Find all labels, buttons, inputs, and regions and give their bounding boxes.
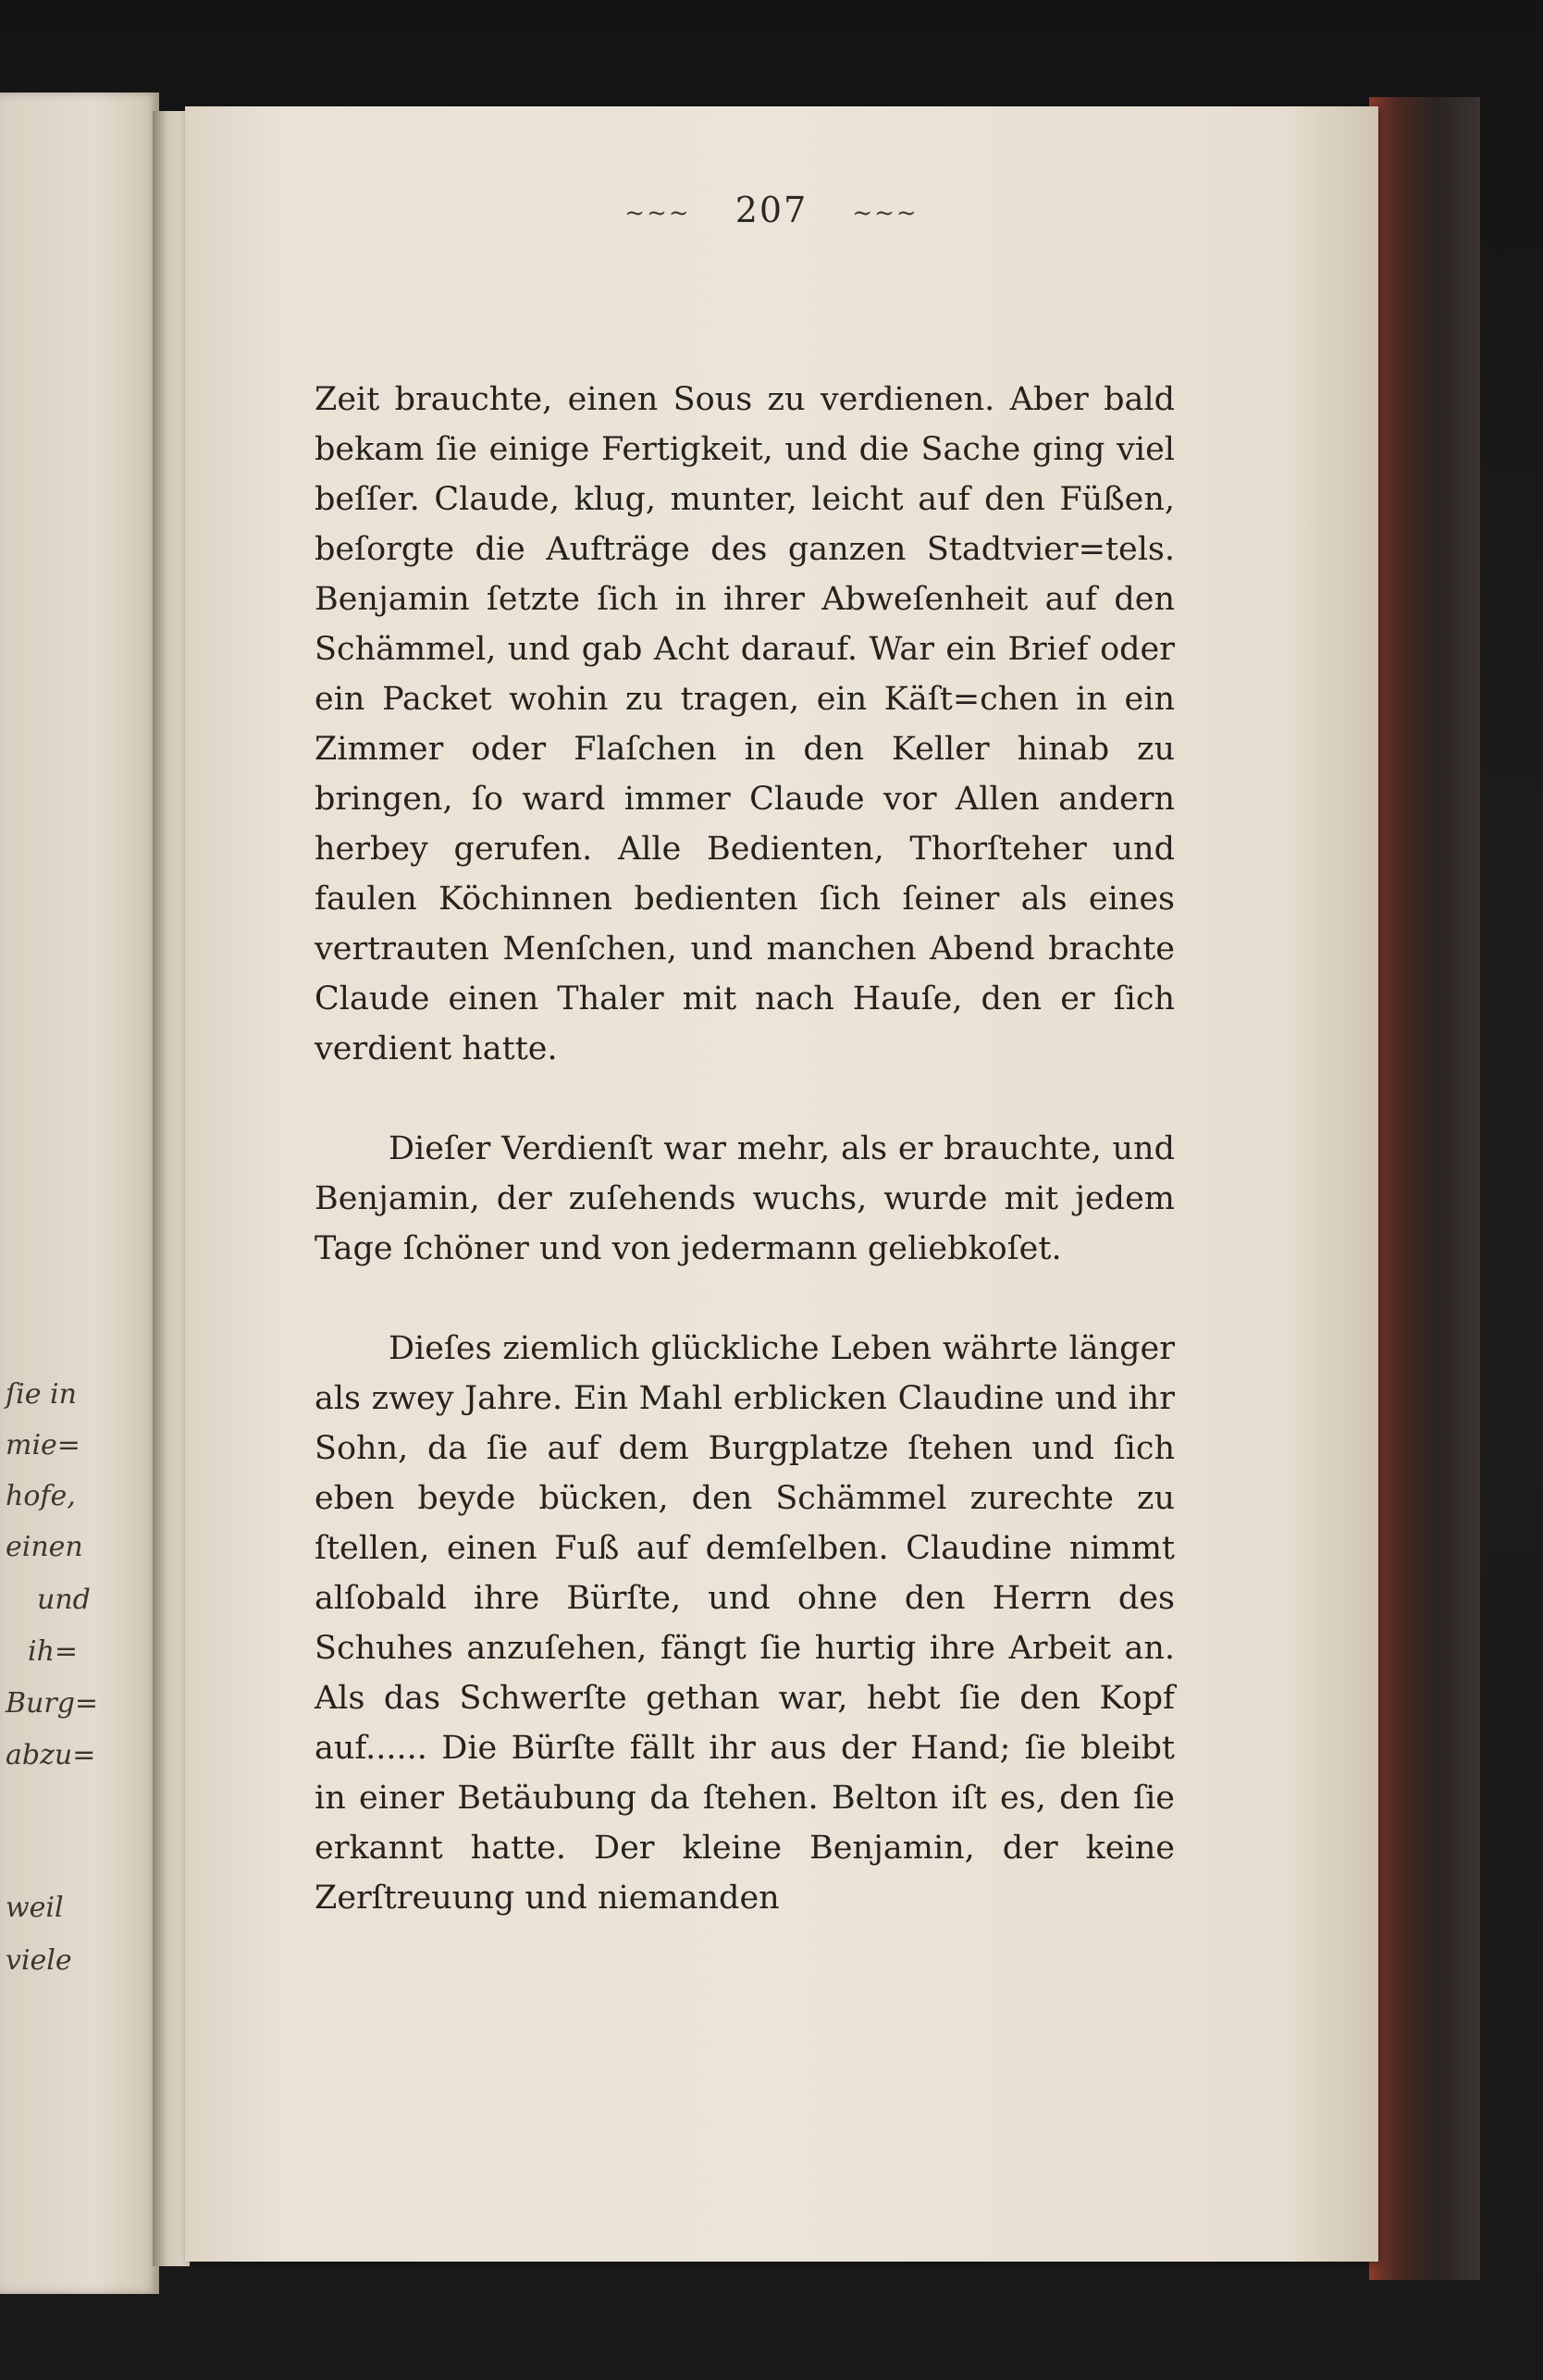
left-page-fragment: und — [37, 1584, 91, 1616]
paragraph: Dieſer Verdienſt war mehr, als er brauchte, und Benjamin, der zuſehends wuchs, wurde mit jedem Tage ſchöner und von jedermann geliebkoſet. — [315, 1130, 1175, 1267]
paragraph: Zeit brauchte, einen Sous zu verdienen. Aber bald bekam ſie einige Fertigkeit, und die Sache ging viel beſſer. Claude, klug, munter, leicht auf den Füßen, beſorgte die Aufträge des ganzen Stadtvier=tels. Benjamin ſetzte ſich in ihrer Abweſenheit auf den Schämmel, und gab Acht darauf. War ein Brief oder ein Packet wohin zu tragen, ein Käſt=chen in ein Zimmer oder Flaſchen in den Keller hinab zu bringen, ſo ward immer Claude vor Allen andern herbey gerufen. Alle Bedienten, Thorſteher und faulen Köchinnen bedienten ſich ſeiner als eines vertrauten Menſchen, und manchen Abend brachte Claude einen Thaler mit nach Hauſe, den er ſich verdient hatte. — [315, 381, 1175, 1067]
page-number: 207 — [734, 190, 809, 230]
body-text — [315, 375, 1175, 1923]
book-gutter — [153, 111, 190, 2266]
left-page-fragment: einen — [6, 1531, 83, 1563]
left-page-fragment: mie= — [6, 1429, 80, 1461]
book-cover-edge — [1369, 97, 1480, 2280]
left-page-fragment: weil — [6, 1892, 64, 1924]
left-page-fragment: hofe, — [6, 1480, 76, 1512]
ornament-left-icon: ~~~ — [624, 199, 691, 228]
page-header — [0, 190, 1543, 230]
left-page-fragment: Burg= — [6, 1687, 99, 1720]
ornament-right-icon: ~~~ — [852, 199, 919, 228]
paragraph-spacer — [315, 1274, 1175, 1324]
left-page — [0, 92, 159, 2294]
left-page-fragment: ſie in — [6, 1378, 77, 1411]
left-page-fragment: abzu= — [6, 1739, 96, 1771]
left-page-fragment: viele — [6, 1944, 72, 1977]
paragraph-spacer — [315, 1074, 1175, 1124]
left-page-fragment: ih= — [28, 1635, 79, 1668]
paragraph: Dieſes ziemlich glückliche Leben währte länger als zwey Jahre. Ein Mahl erblicken Claudine und ihr Sohn, da ſie auf dem Burgplatze ſtehen und ſich eben beyde bücken, den Schämmel zurechte zu ſtellen, einen Fuß auf demſelben. Claudine nimmt alſobald ihre Bürſte, und ohne den Herrn des Schuhes anzuſehen, fängt ſie hurtig ihre Arbeit an. Als das Schwerſte gethan war, hebt ſie den Kopf auf...... Die Bürſte fällt ihr aus der Hand; ſie bleibt in einer Betäubung da ſtehen. Belton iſt es, den ſie erkannt hatte. Der kleine Benjamin, der keine Zerſtreuung und niemanden — [315, 1330, 1175, 1917]
